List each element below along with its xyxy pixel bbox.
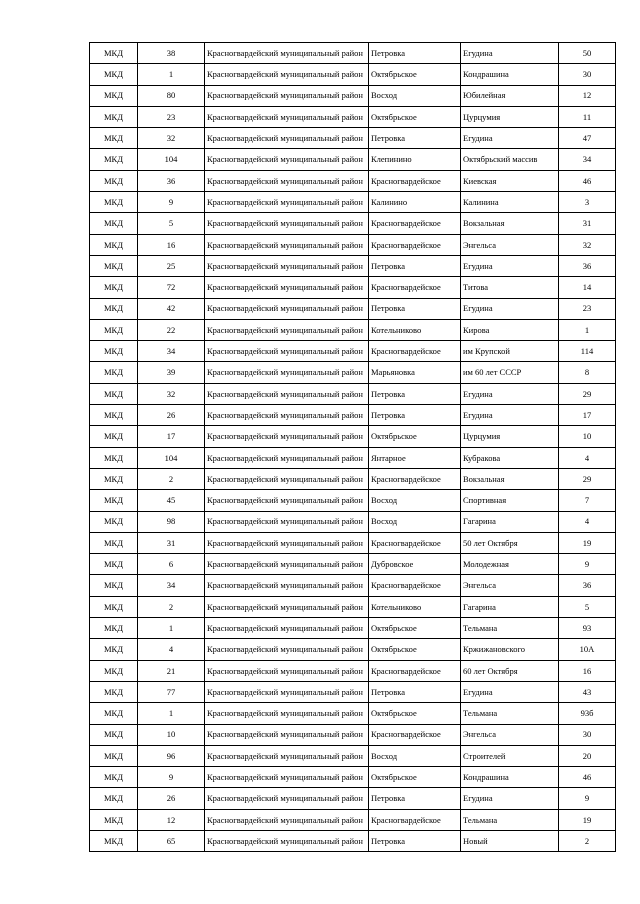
cell-record-number: 26 xyxy=(138,405,205,426)
table-row xyxy=(90,192,616,213)
cell-house-number: 29 xyxy=(559,468,616,489)
cell-record-number: 77 xyxy=(138,681,205,702)
cell-district: Красногвардейский муниципальный район xyxy=(205,830,369,851)
cell-house-number: 46 xyxy=(559,767,616,788)
cell-building-type: МКД xyxy=(90,468,138,489)
cell-street: Тельмана xyxy=(461,703,559,724)
cell-locality: Петровка xyxy=(369,383,461,404)
cell-house-number: 9 xyxy=(559,788,616,809)
cell-building-type: МКД xyxy=(90,745,138,766)
table-row xyxy=(90,277,616,298)
table-row xyxy=(90,788,616,809)
cell-building-type: МКД xyxy=(90,490,138,511)
table-row xyxy=(90,447,616,468)
cell-building-type: МКД xyxy=(90,809,138,830)
cell-district: Красногвардейский муниципальный район xyxy=(205,405,369,426)
cell-street: Егудина xyxy=(461,788,559,809)
cell-record-number: 45 xyxy=(138,490,205,511)
cell-district: Красногвардейский муниципальный район xyxy=(205,639,369,660)
cell-building-type: МКД xyxy=(90,596,138,617)
cell-building-type: МКД xyxy=(90,447,138,468)
table-row xyxy=(90,106,616,127)
cell-street: Цурцумия xyxy=(461,426,559,447)
cell-record-number: 9 xyxy=(138,192,205,213)
cell-district: Красногвардейский муниципальный район xyxy=(205,532,369,553)
cell-district: Красногвардейский муниципальный район xyxy=(205,213,369,234)
table-row xyxy=(90,319,616,340)
cell-district: Красногвардейский муниципальный район xyxy=(205,43,369,64)
cell-record-number: 104 xyxy=(138,149,205,170)
cell-street: Энгельса xyxy=(461,724,559,745)
cell-street: 60 лет Октября xyxy=(461,660,559,681)
cell-house-number: 19 xyxy=(559,532,616,553)
cell-district: Красногвардейский муниципальный район xyxy=(205,447,369,468)
table-row xyxy=(90,703,616,724)
cell-locality: Петровка xyxy=(369,830,461,851)
cell-locality: Петровка xyxy=(369,405,461,426)
cell-building-type: МКД xyxy=(90,149,138,170)
cell-house-number: 93б xyxy=(559,703,616,724)
cell-record-number: 9 xyxy=(138,767,205,788)
cell-locality: Клепинино xyxy=(369,149,461,170)
cell-record-number: 6 xyxy=(138,554,205,575)
cell-building-type: МКД xyxy=(90,660,138,681)
cell-record-number: 34 xyxy=(138,341,205,362)
cell-locality: Октябрьское xyxy=(369,426,461,447)
cell-record-number: 38 xyxy=(138,43,205,64)
cell-district: Красногвардейский муниципальный район xyxy=(205,554,369,575)
table-row xyxy=(90,64,616,85)
building-registry-table xyxy=(89,42,616,852)
cell-street: Гагарина xyxy=(461,511,559,532)
cell-house-number: 114 xyxy=(559,341,616,362)
cell-district: Красногвардейский муниципальный район xyxy=(205,596,369,617)
table-row xyxy=(90,234,616,255)
cell-building-type: МКД xyxy=(90,639,138,660)
table-row xyxy=(90,213,616,234)
cell-record-number: 1 xyxy=(138,703,205,724)
cell-record-number: 72 xyxy=(138,277,205,298)
cell-district: Красногвардейский муниципальный район xyxy=(205,298,369,319)
cell-district: Красногвардейский муниципальный район xyxy=(205,319,369,340)
cell-district: Красногвардейский муниципальный район xyxy=(205,788,369,809)
table-row xyxy=(90,255,616,276)
cell-record-number: 39 xyxy=(138,362,205,383)
cell-district: Красногвардейский муниципальный район xyxy=(205,426,369,447)
cell-house-number: 30 xyxy=(559,64,616,85)
cell-house-number: 29 xyxy=(559,383,616,404)
cell-district: Красногвардейский муниципальный район xyxy=(205,277,369,298)
cell-building-type: МКД xyxy=(90,426,138,447)
cell-locality: Восход xyxy=(369,745,461,766)
cell-street: Молодежная xyxy=(461,554,559,575)
cell-record-number: 32 xyxy=(138,128,205,149)
cell-district: Красногвардейский муниципальный район xyxy=(205,383,369,404)
cell-locality: Октябрьское xyxy=(369,106,461,127)
cell-house-number: 32 xyxy=(559,234,616,255)
cell-record-number: 22 xyxy=(138,319,205,340)
table-row xyxy=(90,405,616,426)
table-row xyxy=(90,767,616,788)
registry-table-body xyxy=(90,43,616,852)
cell-locality: Октябрьское xyxy=(369,703,461,724)
cell-building-type: МКД xyxy=(90,255,138,276)
cell-street: Кондрашина xyxy=(461,64,559,85)
cell-building-type: МКД xyxy=(90,618,138,639)
cell-house-number: 50 xyxy=(559,43,616,64)
cell-street: Новый xyxy=(461,830,559,851)
cell-district: Красногвардейский муниципальный район xyxy=(205,341,369,362)
cell-record-number: 2 xyxy=(138,596,205,617)
cell-building-type: МКД xyxy=(90,128,138,149)
cell-building-type: МКД xyxy=(90,681,138,702)
table-row xyxy=(90,149,616,170)
cell-record-number: 42 xyxy=(138,298,205,319)
cell-house-number: 4 xyxy=(559,447,616,468)
cell-house-number: 46 xyxy=(559,170,616,191)
cell-locality: Петровка xyxy=(369,255,461,276)
cell-house-number: 34 xyxy=(559,149,616,170)
cell-street: Егудина xyxy=(461,255,559,276)
cell-district: Красногвардейский муниципальный район xyxy=(205,149,369,170)
cell-street: Киевская xyxy=(461,170,559,191)
cell-record-number: 21 xyxy=(138,660,205,681)
cell-locality: Калинино xyxy=(369,192,461,213)
cell-street: Кржижановского xyxy=(461,639,559,660)
cell-house-number: 3 xyxy=(559,192,616,213)
cell-house-number: 4 xyxy=(559,511,616,532)
cell-street: Строителей xyxy=(461,745,559,766)
table-row xyxy=(90,618,616,639)
cell-record-number: 26 xyxy=(138,788,205,809)
cell-house-number: 36 xyxy=(559,255,616,276)
cell-house-number: 43 xyxy=(559,681,616,702)
cell-record-number: 32 xyxy=(138,383,205,404)
cell-record-number: 1 xyxy=(138,64,205,85)
cell-record-number: 25 xyxy=(138,255,205,276)
table-row xyxy=(90,830,616,851)
cell-building-type: МКД xyxy=(90,362,138,383)
cell-house-number: 12 xyxy=(559,85,616,106)
cell-street: Тельмана xyxy=(461,809,559,830)
cell-street: Егудина xyxy=(461,128,559,149)
cell-building-type: МКД xyxy=(90,192,138,213)
cell-house-number: 11 xyxy=(559,106,616,127)
table-row xyxy=(90,170,616,191)
cell-house-number: 14 xyxy=(559,277,616,298)
table-row xyxy=(90,468,616,489)
cell-district: Красногвардейский муниципальный район xyxy=(205,660,369,681)
cell-building-type: МКД xyxy=(90,830,138,851)
cell-district: Красногвардейский муниципальный район xyxy=(205,724,369,745)
cell-house-number: 5 xyxy=(559,596,616,617)
cell-record-number: 2 xyxy=(138,468,205,489)
cell-district: Красногвардейский муниципальный район xyxy=(205,362,369,383)
cell-locality: Октябрьское xyxy=(369,618,461,639)
table-row xyxy=(90,532,616,553)
cell-locality: Петровка xyxy=(369,128,461,149)
cell-locality: Марьяновка xyxy=(369,362,461,383)
cell-record-number: 98 xyxy=(138,511,205,532)
cell-locality: Красногвардейское xyxy=(369,213,461,234)
table-row xyxy=(90,511,616,532)
cell-record-number: 31 xyxy=(138,532,205,553)
cell-locality: Красногвардейское xyxy=(369,532,461,553)
cell-district: Красногвардейский муниципальный район xyxy=(205,106,369,127)
cell-building-type: МКД xyxy=(90,724,138,745)
cell-locality: Петровка xyxy=(369,681,461,702)
cell-house-number: 16 xyxy=(559,660,616,681)
cell-building-type: МКД xyxy=(90,511,138,532)
cell-building-type: МКД xyxy=(90,234,138,255)
cell-record-number: 80 xyxy=(138,85,205,106)
cell-building-type: МКД xyxy=(90,64,138,85)
cell-locality: Октябрьское xyxy=(369,767,461,788)
cell-street: Егудина xyxy=(461,43,559,64)
cell-locality: Красногвардейское xyxy=(369,809,461,830)
cell-house-number: 23 xyxy=(559,298,616,319)
cell-street: Титова xyxy=(461,277,559,298)
cell-record-number: 104 xyxy=(138,447,205,468)
cell-district: Красногвардейский муниципальный район xyxy=(205,575,369,596)
cell-locality: Октябрьское xyxy=(369,639,461,660)
cell-locality: Янтарное xyxy=(369,447,461,468)
cell-building-type: МКД xyxy=(90,213,138,234)
cell-street: Кубракова xyxy=(461,447,559,468)
cell-district: Красногвардейский муниципальный район xyxy=(205,64,369,85)
cell-house-number: 31 xyxy=(559,213,616,234)
table-row xyxy=(90,745,616,766)
cell-building-type: МКД xyxy=(90,575,138,596)
table-row xyxy=(90,362,616,383)
table-row xyxy=(90,554,616,575)
cell-locality: Красногвардейское xyxy=(369,575,461,596)
cell-house-number: 9 xyxy=(559,554,616,575)
cell-street: Энгельса xyxy=(461,234,559,255)
cell-house-number: 10 xyxy=(559,426,616,447)
cell-locality: Котельниково xyxy=(369,319,461,340)
table-row xyxy=(90,809,616,830)
cell-house-number: 2 xyxy=(559,830,616,851)
cell-building-type: МКД xyxy=(90,554,138,575)
cell-street: Гагарина xyxy=(461,596,559,617)
cell-building-type: МКД xyxy=(90,788,138,809)
table-row xyxy=(90,681,616,702)
cell-record-number: 36 xyxy=(138,170,205,191)
cell-street: Цурцумия xyxy=(461,106,559,127)
cell-house-number: 36 xyxy=(559,575,616,596)
cell-house-number: 7 xyxy=(559,490,616,511)
cell-street: Тельмана xyxy=(461,618,559,639)
cell-street: Кондрашина xyxy=(461,767,559,788)
cell-district: Красногвардейский муниципальный район xyxy=(205,170,369,191)
cell-locality: Октябрьское xyxy=(369,64,461,85)
cell-street: Октябрьский массив xyxy=(461,149,559,170)
table-row xyxy=(90,43,616,64)
cell-record-number: 10 xyxy=(138,724,205,745)
cell-street: Вокзальная xyxy=(461,213,559,234)
cell-locality: Красногвардейское xyxy=(369,170,461,191)
cell-district: Красногвардейский муниципальный район xyxy=(205,192,369,213)
cell-locality: Красногвардейское xyxy=(369,724,461,745)
cell-district: Красногвардейский муниципальный район xyxy=(205,128,369,149)
cell-record-number: 65 xyxy=(138,830,205,851)
cell-house-number: 17 xyxy=(559,405,616,426)
cell-locality: Красногвардейское xyxy=(369,234,461,255)
cell-street: Егудина xyxy=(461,405,559,426)
cell-building-type: МКД xyxy=(90,85,138,106)
cell-locality: Восход xyxy=(369,85,461,106)
cell-street: Юбилейная xyxy=(461,85,559,106)
cell-street: Егудина xyxy=(461,681,559,702)
cell-locality: Красногвардейское xyxy=(369,660,461,681)
cell-locality: Красногвардейское xyxy=(369,341,461,362)
cell-locality: Котельниково xyxy=(369,596,461,617)
cell-building-type: МКД xyxy=(90,43,138,64)
cell-building-type: МКД xyxy=(90,298,138,319)
cell-street: Егудина xyxy=(461,383,559,404)
cell-record-number: 16 xyxy=(138,234,205,255)
cell-house-number: 20 xyxy=(559,745,616,766)
cell-building-type: МКД xyxy=(90,277,138,298)
cell-street: им Крупской xyxy=(461,341,559,362)
cell-building-type: МКД xyxy=(90,170,138,191)
cell-locality: Дубровское xyxy=(369,554,461,575)
table-row xyxy=(90,639,616,660)
cell-district: Красногвардейский муниципальный район xyxy=(205,745,369,766)
cell-district: Красногвардейский муниципальный район xyxy=(205,234,369,255)
cell-record-number: 5 xyxy=(138,213,205,234)
cell-district: Красногвардейский муниципальный район xyxy=(205,681,369,702)
cell-record-number: 12 xyxy=(138,809,205,830)
cell-record-number: 34 xyxy=(138,575,205,596)
cell-locality: Красногвардейское xyxy=(369,468,461,489)
cell-street: Калинина xyxy=(461,192,559,213)
cell-locality: Петровка xyxy=(369,788,461,809)
table-row xyxy=(90,596,616,617)
cell-street: Кирова xyxy=(461,319,559,340)
cell-house-number: 10А xyxy=(559,639,616,660)
cell-locality: Восход xyxy=(369,490,461,511)
table-row xyxy=(90,383,616,404)
cell-building-type: МКД xyxy=(90,319,138,340)
cell-building-type: МКД xyxy=(90,532,138,553)
table-row xyxy=(90,341,616,362)
cell-locality: Петровка xyxy=(369,298,461,319)
cell-street: Егудина xyxy=(461,298,559,319)
cell-building-type: МКД xyxy=(90,383,138,404)
cell-building-type: МКД xyxy=(90,767,138,788)
table-row xyxy=(90,298,616,319)
cell-record-number: 23 xyxy=(138,106,205,127)
table-row xyxy=(90,490,616,511)
cell-house-number: 1 xyxy=(559,319,616,340)
cell-record-number: 96 xyxy=(138,745,205,766)
cell-locality: Красногвардейское xyxy=(369,277,461,298)
cell-house-number: 8 xyxy=(559,362,616,383)
table-row xyxy=(90,85,616,106)
cell-locality: Восход xyxy=(369,511,461,532)
table-row xyxy=(90,426,616,447)
cell-house-number: 93 xyxy=(559,618,616,639)
table-row xyxy=(90,660,616,681)
cell-house-number: 19 xyxy=(559,809,616,830)
cell-building-type: МКД xyxy=(90,703,138,724)
table-row xyxy=(90,575,616,596)
cell-district: Красногвардейский муниципальный район xyxy=(205,255,369,276)
table-row xyxy=(90,724,616,745)
cell-record-number: 17 xyxy=(138,426,205,447)
table-row xyxy=(90,128,616,149)
cell-street: Спортивная xyxy=(461,490,559,511)
cell-building-type: МКД xyxy=(90,341,138,362)
cell-district: Красногвардейский муниципальный район xyxy=(205,809,369,830)
cell-district: Красногвардейский муниципальный район xyxy=(205,703,369,724)
cell-district: Красногвардейский муниципальный район xyxy=(205,490,369,511)
cell-locality: Петровка xyxy=(369,43,461,64)
cell-building-type: МКД xyxy=(90,106,138,127)
cell-street: 50 лет Октября xyxy=(461,532,559,553)
cell-street: Энгельса xyxy=(461,575,559,596)
cell-building-type: МКД xyxy=(90,405,138,426)
cell-street: им 60 лет СССР xyxy=(461,362,559,383)
cell-district: Красногвардейский муниципальный район xyxy=(205,618,369,639)
cell-district: Красногвардейский муниципальный район xyxy=(205,468,369,489)
cell-house-number: 47 xyxy=(559,128,616,149)
cell-house-number: 30 xyxy=(559,724,616,745)
cell-record-number: 4 xyxy=(138,639,205,660)
cell-record-number: 1 xyxy=(138,618,205,639)
cell-district: Красногвардейский муниципальный район xyxy=(205,511,369,532)
cell-street: Вокзальная xyxy=(461,468,559,489)
cell-district: Красногвардейский муниципальный район xyxy=(205,85,369,106)
cell-district: Красногвардейский муниципальный район xyxy=(205,767,369,788)
